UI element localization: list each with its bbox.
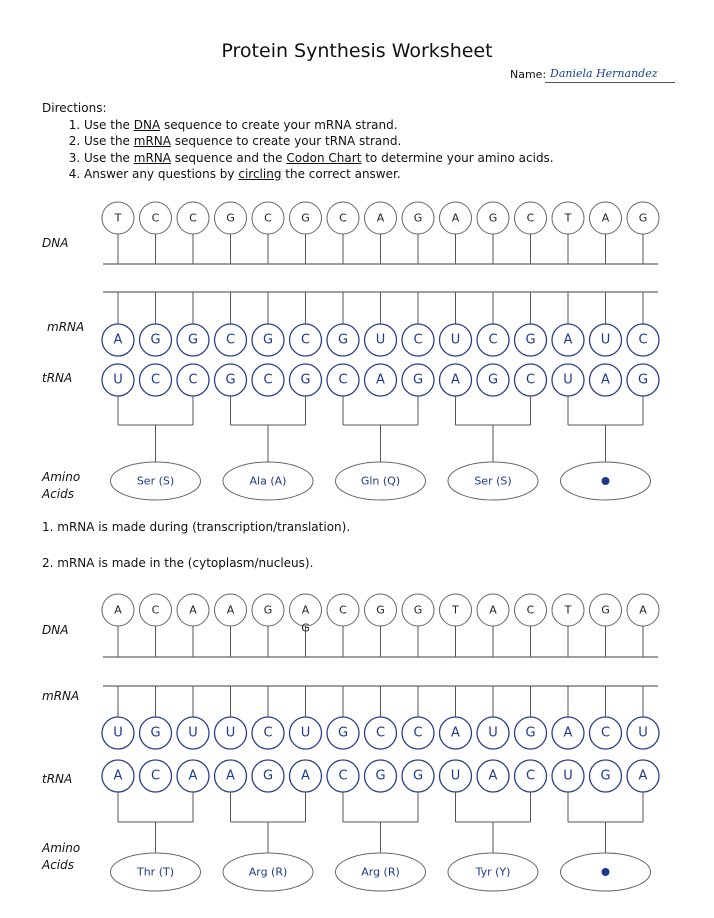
dna-base-letter: C	[339, 603, 347, 617]
mrna-base-letter: C	[488, 332, 498, 348]
stop-codon-dot	[602, 477, 610, 485]
mrna-base-letter: G	[337, 725, 349, 741]
trna-base-letter: G	[600, 768, 611, 784]
trna-base-letter: U	[450, 768, 461, 784]
mrna-base-letter: U	[488, 725, 498, 741]
trna-base-letter: A	[226, 768, 235, 784]
mrna-base-letter: A	[451, 725, 460, 741]
dna-base-letter: G	[638, 211, 648, 225]
amino-acid-label: Ser (S)	[136, 474, 175, 488]
dna-label-2: DNA	[42, 623, 69, 637]
mrna-base-letter: A	[563, 725, 573, 741]
trna-base-letter: C	[525, 372, 536, 388]
trna-label-2: tRNA	[42, 772, 73, 786]
question-1: 1. mRNA is made during (transcription/translation).	[42, 520, 351, 534]
dna-base-letter: A	[189, 603, 197, 617]
mrna-base-letter: G	[337, 332, 349, 348]
amino-acid-label: Gln (Q)	[360, 474, 401, 488]
dna-base-letter: C	[526, 603, 535, 617]
mrna-base-letter: U	[113, 725, 123, 741]
amino-acid-label: Ser (S)	[474, 474, 512, 488]
mrna-base-letter: U	[188, 725, 198, 741]
amino-label-1: Amino	[42, 470, 81, 484]
directions-heading: Directions:	[42, 101, 107, 115]
mrna-label-1: mRNA	[47, 320, 85, 334]
dna-base-letter: A	[301, 603, 310, 617]
page-title: Protein Synthesis Worksheet	[221, 40, 493, 62]
mrna-base-letter: C	[600, 725, 611, 741]
dna-base-letter: C	[151, 603, 160, 617]
mrna-base-letter: U	[450, 332, 461, 348]
mrna-base-letter: G	[150, 332, 161, 348]
direction-item: 4. Answer any questions by circling the correct answer.	[84, 166, 554, 183]
trna-base-letter: C	[150, 768, 161, 784]
dna-base-letter: C	[151, 211, 160, 225]
mrna-base-letter: U	[300, 725, 311, 741]
trna-base-letter: A	[451, 372, 460, 388]
trna-base-letter: C	[338, 768, 348, 784]
trna-base-letter: G	[412, 768, 424, 784]
amino-acid-label: Ala (A)	[249, 474, 287, 488]
trna-base-letter: G	[262, 768, 274, 784]
dna-base-letter: C	[264, 211, 272, 225]
acids-label-2: Acids	[42, 858, 75, 872]
amino-acid-label: Arg (R)	[361, 865, 400, 879]
trna-base-letter: A	[301, 768, 310, 784]
mrna-base-letter: C	[300, 332, 311, 348]
trna-base-letter: U	[563, 768, 573, 784]
dna-base-letter: A	[376, 211, 385, 225]
stop-codon-dot	[602, 868, 610, 876]
dna-base-letter: C	[189, 211, 197, 225]
mrna-base-letter: A	[113, 332, 123, 348]
amino-label-2: Amino	[42, 841, 81, 855]
dna-label-1: DNA	[42, 236, 69, 250]
dna-base-letter: G	[226, 211, 235, 225]
dna-base-letter: A	[639, 603, 647, 617]
dna-extra-letter: G	[301, 621, 310, 635]
trna-base-letter: G	[412, 372, 424, 388]
trna-base-letter: C	[263, 372, 273, 388]
mrna-base-letter: C	[263, 725, 273, 741]
dna-base-letter: G	[301, 211, 310, 225]
trna-base-letter: G	[375, 768, 386, 784]
mrna-base-letter: G	[525, 332, 536, 348]
trna-label-1: tRNA	[42, 371, 73, 385]
name-handwritten: Daniela Hernandez	[550, 67, 658, 80]
mrna-label-2: mRNA	[42, 689, 80, 703]
trna-base-letter: C	[525, 768, 536, 784]
dna-base-letter: C	[526, 211, 535, 225]
dna-base-letter: A	[451, 211, 460, 225]
trna-base-letter: G	[487, 372, 499, 388]
dna-base-letter: C	[339, 211, 347, 225]
mrna-base-letter: C	[638, 332, 648, 348]
question-2: 2. mRNA is made in the (cytoplasm/nucleus).	[42, 556, 314, 570]
dna-base-letter: G	[601, 603, 610, 617]
dna-base-letter: T	[452, 603, 459, 617]
trna-base-letter: U	[563, 372, 573, 388]
dna-base-letter: A	[489, 603, 497, 617]
dna-base-letter: G	[488, 211, 498, 225]
trna-base-letter: U	[113, 372, 123, 388]
direction-item: 1. Use the DNA sequence to create your mRNA strand.	[84, 117, 554, 134]
mrna-base-letter: G	[187, 332, 199, 348]
mrna-base-letter: C	[225, 332, 236, 348]
mrna-base-letter: G	[262, 332, 274, 348]
dna-base-letter: A	[226, 603, 235, 617]
trna-base-letter: A	[376, 372, 385, 388]
amino-acid-label: Arg (R)	[248, 865, 288, 879]
mrna-base-letter: U	[375, 332, 386, 348]
dna-base-letter: A	[114, 603, 122, 617]
mrna-base-letter: C	[413, 725, 423, 741]
acids-label-1: Acids	[42, 487, 75, 501]
trna-base-letter: A	[188, 768, 198, 784]
trna-base-letter: A	[113, 768, 123, 784]
amino-acid-label: Thr (T)	[136, 865, 175, 879]
mrna-base-letter: A	[563, 332, 573, 348]
trna-base-letter: G	[225, 372, 236, 388]
direction-item: 2. Use the mRNA sequence to create your tRNA strand.	[84, 133, 554, 150]
trna-base-letter: C	[338, 372, 348, 388]
mrna-base-letter: U	[600, 332, 611, 348]
direction-item: 3. Use the mRNA sequence and the Codon Chart to determine your amino acids.	[84, 150, 554, 167]
dna-base-letter: A	[601, 211, 610, 225]
dna-base-letter: G	[263, 603, 273, 617]
dna-base-letter: G	[413, 603, 423, 617]
mrna-base-letter: C	[413, 332, 423, 348]
mrna-base-letter: G	[150, 725, 161, 741]
mrna-base-letter: G	[525, 725, 536, 741]
trna-base-letter: A	[488, 768, 498, 784]
dna-base-letter: T	[114, 211, 122, 225]
mrna-base-letter: U	[225, 725, 236, 741]
trna-base-letter: C	[188, 372, 198, 388]
dna-base-letter: G	[376, 603, 385, 617]
name-label: Name:	[510, 68, 547, 81]
trna-base-letter: A	[638, 768, 648, 784]
mrna-base-letter: U	[638, 725, 648, 741]
dna-base-letter: T	[564, 211, 572, 225]
trna-base-letter: A	[601, 372, 610, 388]
dna-base-letter: G	[413, 211, 423, 225]
trna-base-letter: C	[150, 372, 161, 388]
mrna-base-letter: C	[375, 725, 386, 741]
trna-base-letter: G	[637, 372, 649, 388]
dna-base-letter: T	[564, 603, 572, 617]
trna-base-letter: G	[300, 372, 311, 388]
amino-acid-label: Tyr (Y)	[475, 865, 511, 879]
